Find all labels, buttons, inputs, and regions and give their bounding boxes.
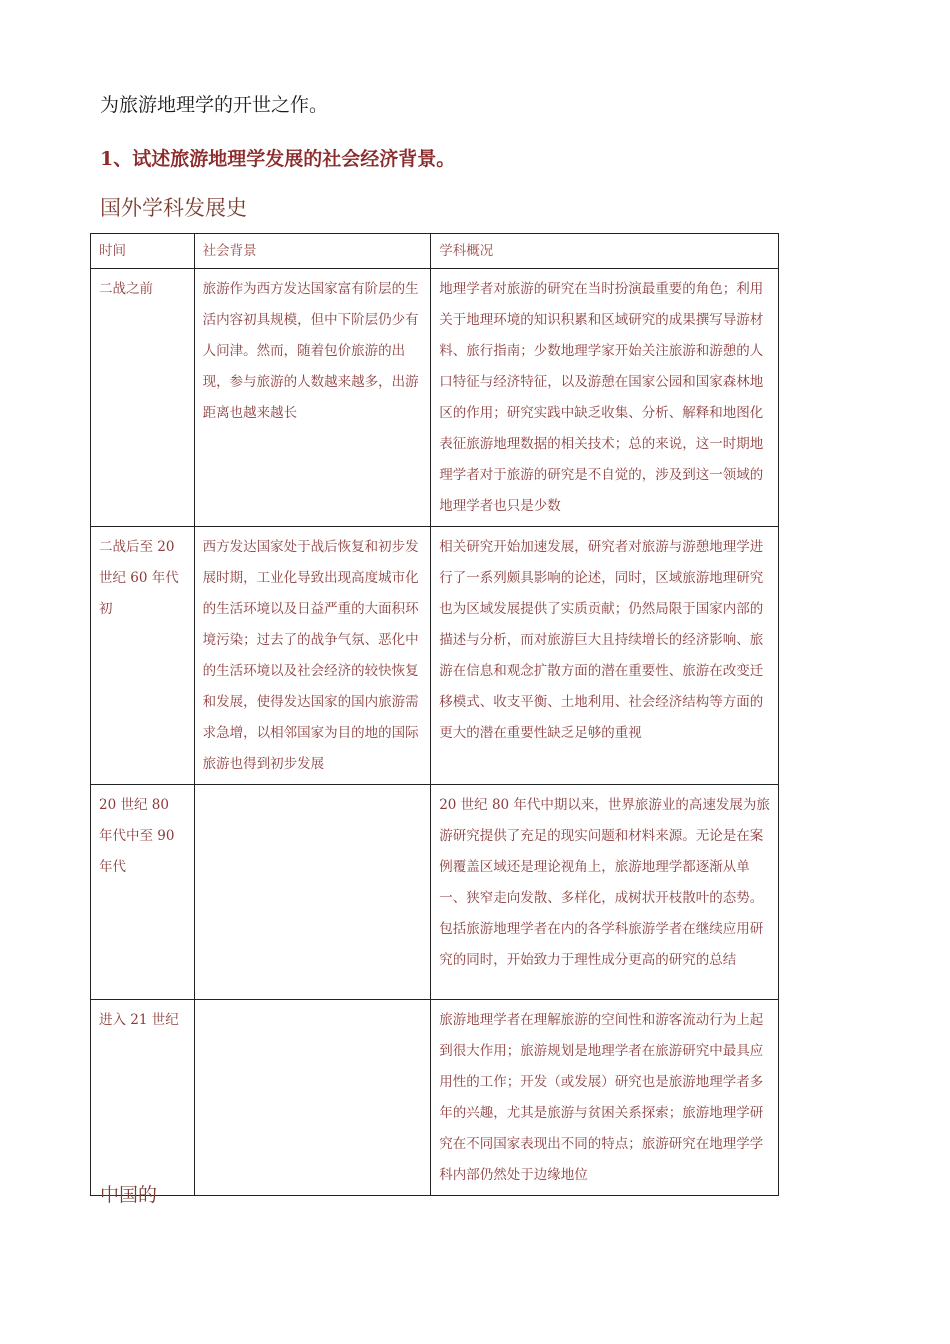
table-row (91, 269, 779, 527)
table-row (91, 527, 779, 785)
cell-time: 20 世纪 80 年代中至 90 年代 (91, 785, 195, 1000)
cell-background: 旅游作为西方发达国家富有阶层的生活内容初具规模，但中下阶层仍少有人问津。然而，随着包价旅游的出现，参与旅游的人数越来越多，出游距离也越来越长 (194, 269, 431, 527)
section-title: 国外学科发展史 (100, 196, 247, 220)
cell-time: 进入 21 世纪 (91, 1000, 195, 1196)
history-table (90, 233, 779, 1196)
intro-line: 为旅游地理学的开世之作。 (100, 94, 329, 116)
cell-overview: 旅游地理学者在理解旅游的空间性和游客流动行为上起到很大作用；旅游规划是地理学者在旅游研究中最具应用性的工作；开发（或发展）研究也是旅游地理学者多年的兴趣，尤其是旅游与贫困关系探索；旅游地理学研究在不同国家表现出不同的特点；旅游研究在地理学学科内部仍然处于边缘地位 (431, 1000, 779, 1196)
cell-overview: 地理学者对旅游的研究在当时扮演最重要的角色；利用关于地理环境的知识积累和区域研究的成果撰写导游材料、旅行指南；少数地理学家开始关注旅游和游憩的人口特征与经济特征，以及游憩在国家公园和国家森林地区的作用；研究实践中缺乏收集、分析、解释和地图化表征旅游地理数据的相关技术；总的来说，这一时期地理学者对于旅游的研究是不自觉的，涉及到这一领域的地理学者也只是少数 (431, 269, 779, 527)
cell-background (194, 1000, 431, 1196)
cell-background (194, 785, 431, 1000)
table-row (91, 785, 779, 1000)
header-background: 社会背景 (194, 234, 431, 269)
question-heading: 1、试述旅游地理学发展的社会经济背景。 (100, 148, 456, 170)
table-row (91, 1000, 779, 1196)
header-overview: 学科概况 (431, 234, 779, 269)
cell-background: 西方发达国家处于战后恢复和初步发展时期，工业化导致出现高度城市化的生活环境以及日益严重的大面积环境污染；过去了的战争气氛、恶化中的生活环境以及社会经济的较快恢复和发展，使得发达国家的国内旅游需求急增，以相邻国家为目的地的国际旅游也得到初步发展 (194, 527, 431, 785)
table-header-row (91, 234, 779, 269)
cell-time: 二战之前 (91, 269, 195, 527)
footer-text: 中国的 (100, 1184, 158, 1206)
cell-time: 二战后至 20 世纪 60 年代初 (91, 527, 195, 785)
cell-overview: 20 世纪 80 年代中期以来，世界旅游业的高速发展为旅游研究提供了充足的现实问题和材料来源。无论是在案例覆盖区域还是理论视角上，旅游地理学都逐渐从单一、狭窄走向发散、多样化，成树状开枝散叶的态势。包括旅游地理学者在内的各学科旅游学者在继续应用研究的同时，开始致力于理性成分更高的研究的总结 (431, 785, 779, 1000)
cell-overview: 相关研究开始加速发展，研究者对旅游与游憩地理学进行了一系列颇具影响的论述，同时，区域旅游地理研究也为区域发展提供了实质贡献；仍然局限于国家内部的描述与分析，而对旅游巨大且持续增长的经济影响、旅游在信息和观念扩散方面的潜在重要性、旅游在改变迁移模式、收支平衡、土地利用、社会经济结构等方面的更大的潜在重要性缺乏足够的重视 (431, 527, 779, 785)
header-time: 时间 (91, 234, 195, 269)
